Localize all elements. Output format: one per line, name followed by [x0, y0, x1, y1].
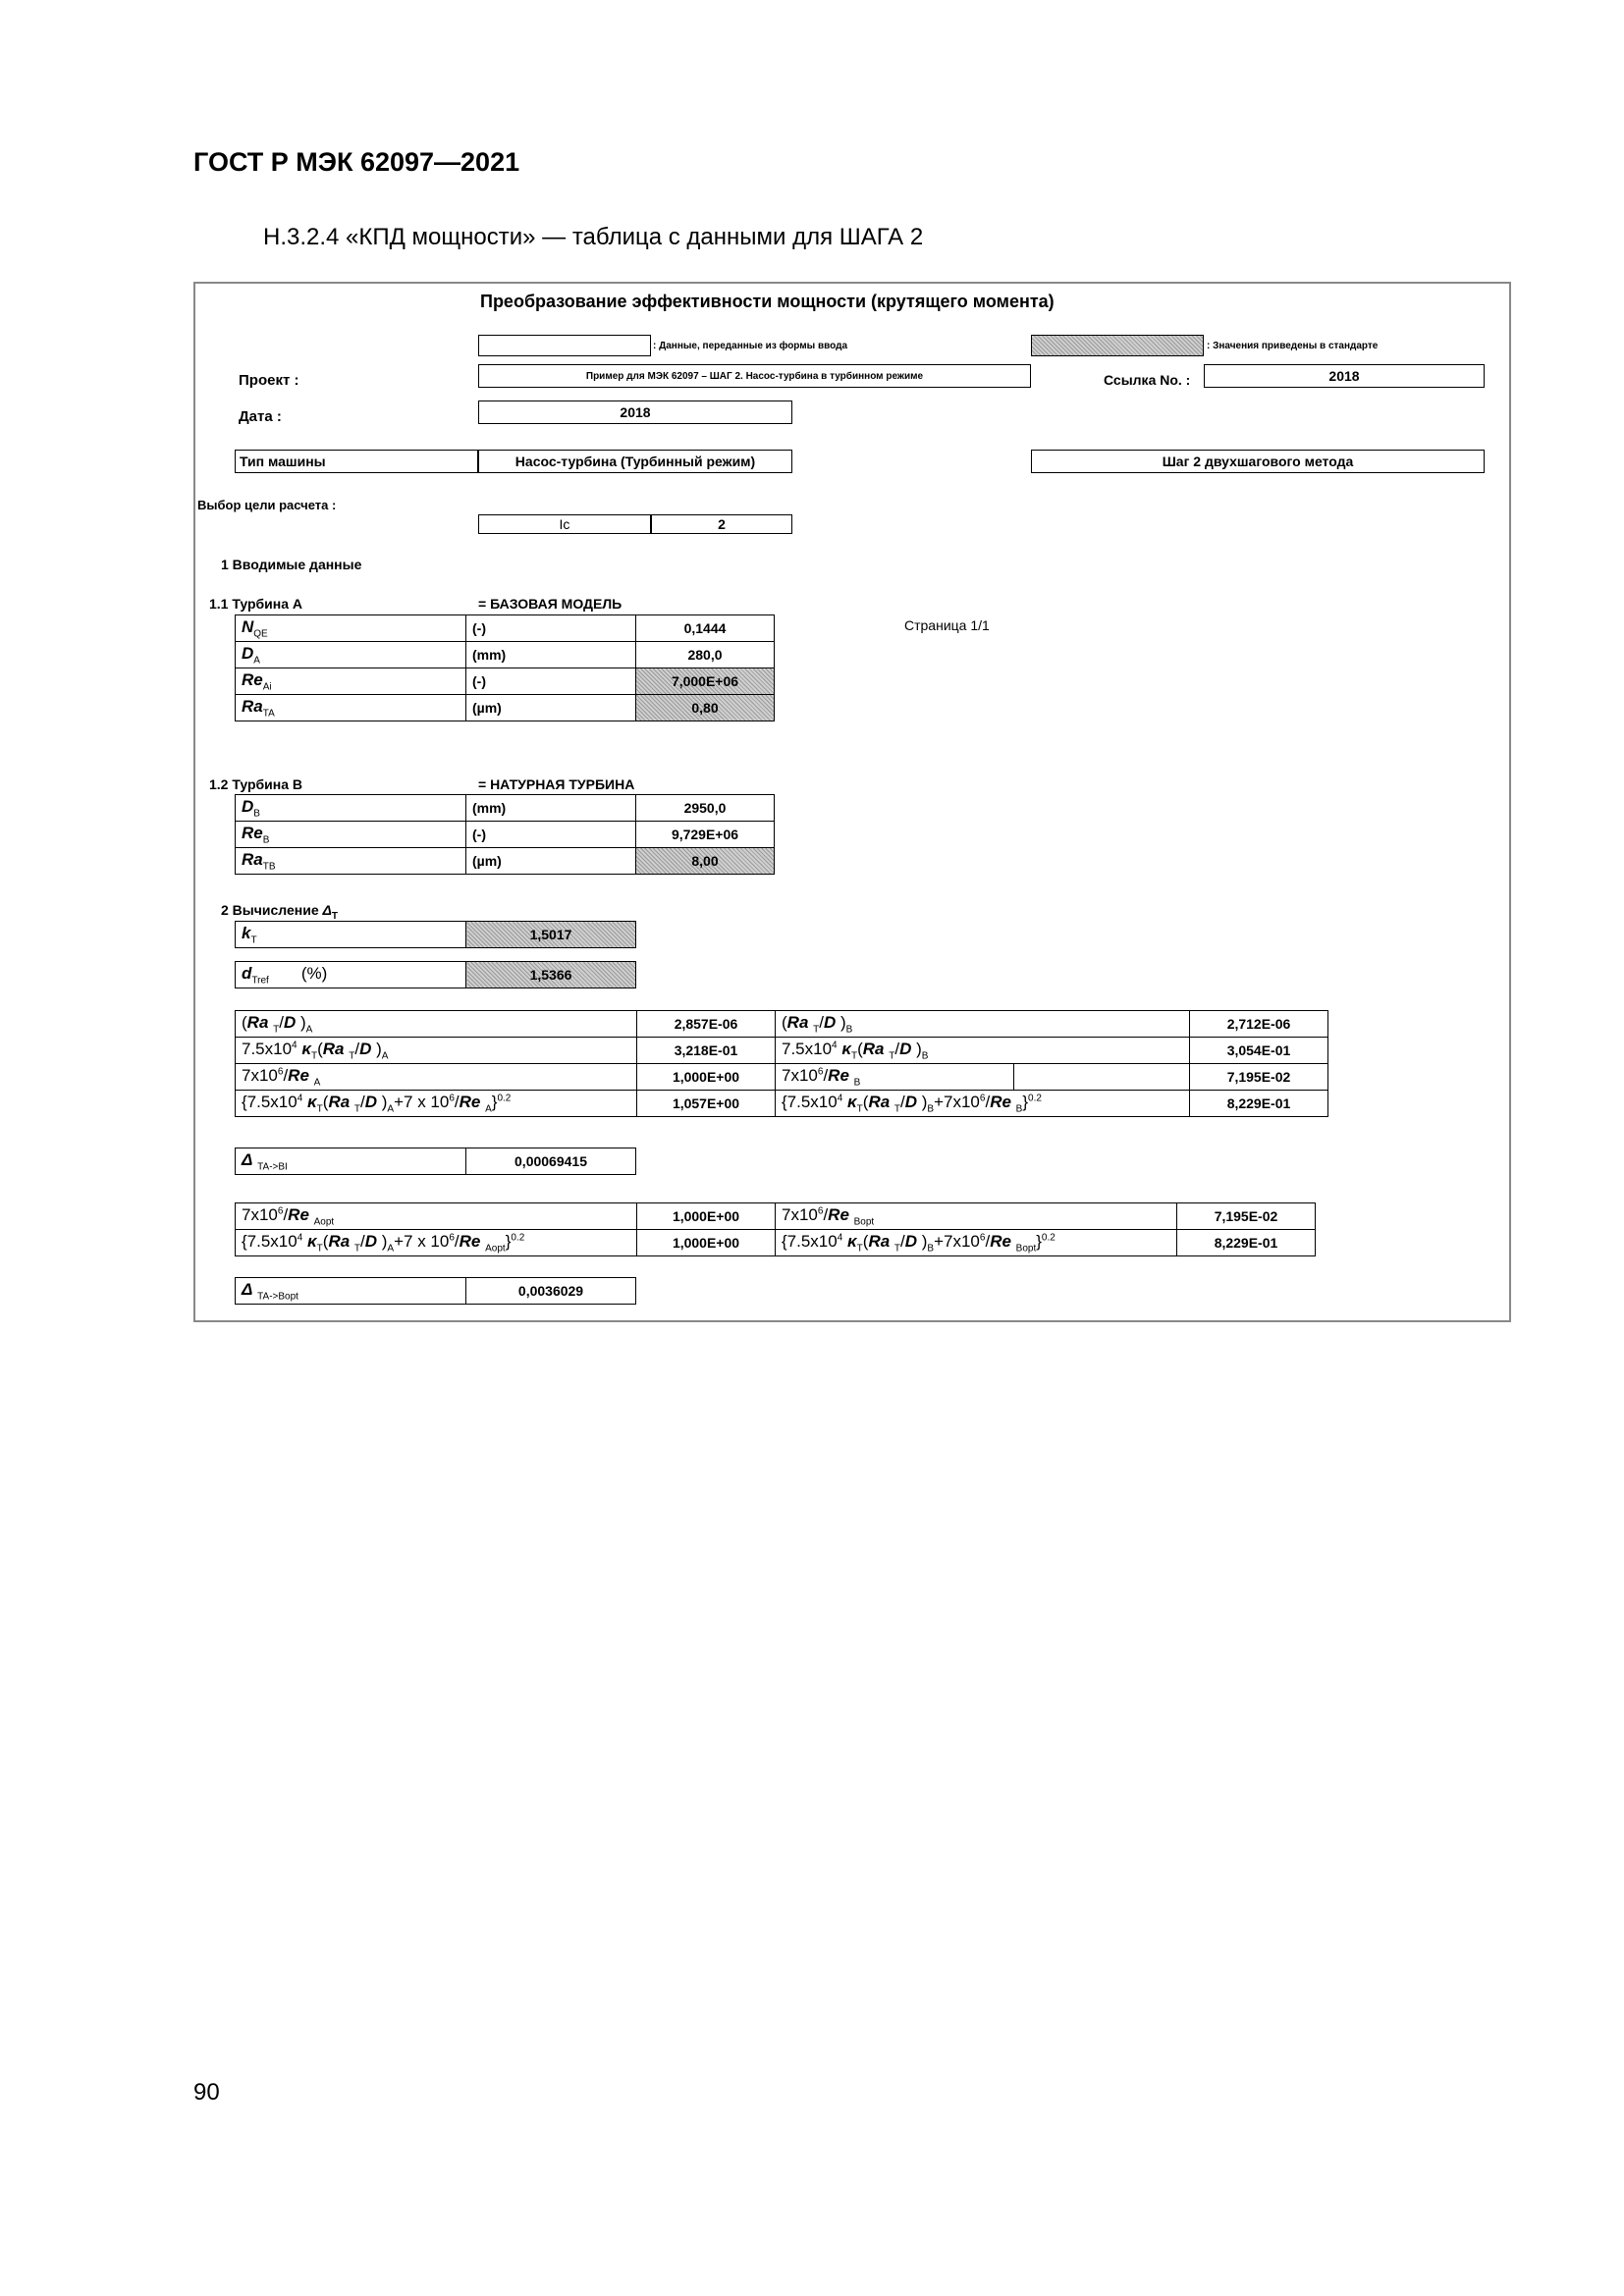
row-unit: (mm)	[466, 795, 636, 822]
calc-value: 8,229E-01	[1177, 1230, 1316, 1256]
calc-formula: $7x10^6/Re$ $_{Aopt}$	[236, 1203, 637, 1230]
row-symbol-sub: TB	[262, 861, 276, 873]
table-row: $d_{Tref}$ (%) 1,5366	[236, 962, 636, 988]
ref-label: Ссылка No. :	[1104, 372, 1191, 388]
calc-target-label: Выбор цели расчета :	[197, 498, 337, 512]
machine-type-field: Насос-турбина (Турбинный режим)	[478, 450, 792, 473]
dtref-table	[235, 961, 636, 988]
table-row: Δ $_{TA->BI}$ 0,00069415	[236, 1148, 636, 1175]
dtref-value: 1,5366	[466, 962, 636, 988]
kt-table	[235, 921, 636, 948]
table-row	[236, 695, 775, 721]
delta-bopt-value: 0,0036029	[466, 1278, 636, 1305]
row-value: 8,00	[636, 848, 775, 875]
delta-bi-value: 0,00069415	[466, 1148, 636, 1175]
table-row	[236, 1038, 1328, 1064]
dtref-unit: (%)	[300, 963, 328, 983]
row-symbol-sub: B	[262, 834, 270, 846]
calculation-sheet	[193, 282, 1511, 1322]
calc-table-2	[235, 1202, 1316, 1256]
row-symbol: N	[242, 616, 254, 636]
page-watermark: Страница 1/1	[904, 617, 990, 633]
kt-value: 1,5017	[466, 922, 636, 948]
row-symbol: Re	[242, 823, 263, 842]
date-label: Дата :	[239, 408, 282, 425]
row-symbol: Ra	[242, 696, 263, 716]
row-value: 280,0	[636, 642, 775, 668]
calc-formula: {$7.5x10^4$ $\kappa_T(Ra$ $_T$/D )$_A+7$ x $10^6/Re$ $_A$}$^{0.2}$	[236, 1091, 637, 1117]
row-value: 0,80	[636, 695, 775, 721]
step-field: Шаг 2 двухшагового метода	[1031, 450, 1485, 473]
calc-value: 8,229E-01	[1190, 1091, 1328, 1117]
table-row	[236, 1091, 1328, 1117]
legend-input-swatch	[478, 335, 651, 356]
table-row	[236, 642, 775, 668]
section-calculation-text: 2 Вычисление	[221, 902, 319, 918]
row-symbol: Re	[242, 669, 263, 689]
table-row	[236, 1230, 1316, 1256]
calc-formula: (Ra $_T$/D )$_A$	[236, 1011, 637, 1038]
calc-value: 1,000E+00	[637, 1203, 776, 1230]
ref-field: 2018	[1204, 364, 1485, 388]
row-symbol-sub: QE	[253, 628, 268, 640]
calc-value: 7,195E-02	[1177, 1203, 1316, 1230]
row-value: 0,1444	[636, 615, 775, 642]
row-value: 9,729E+06	[636, 822, 775, 848]
calc-formula: $7x10^6/Re$ $_{Bopt}$	[776, 1203, 1177, 1230]
calc-formula: {$7.5x10^4$ $\kappa_T(Ra$ $_T$/D )$_A+7$ x $10^6/Re$ $_{Aopt}$}$^{0.2}$	[236, 1230, 637, 1256]
table-row: Δ $_{TA->Bopt}$ 0,0036029	[236, 1278, 636, 1305]
table-row: $k_T$ 1,5017	[236, 922, 636, 948]
row-unit: (-)	[466, 615, 636, 642]
section-calculation: 2 Вычисление $\Delta_T$	[221, 902, 339, 922]
legend-standard-text: : Значения приведены в стандарте	[1207, 341, 1379, 351]
project-label: Проект :	[239, 372, 299, 389]
row-unit: (mm)	[466, 642, 636, 668]
sheet-title: Преобразование эффективности мощности (крутящего момента)	[480, 292, 1055, 311]
turbine-a-label: 1.1 Турбина А	[209, 596, 303, 612]
turbine-a-table	[235, 614, 775, 721]
calc-formula: $7x10^6/Re$ $_B$	[776, 1064, 1014, 1091]
calc-value: 7,195E-02	[1190, 1064, 1328, 1091]
table-row	[236, 848, 775, 875]
row-value: 2950,0	[636, 795, 775, 822]
row-symbol-sub: TA	[262, 708, 275, 720]
row-symbol: D	[242, 643, 254, 663]
machine-type-label: Тип машины	[235, 450, 478, 473]
document-header: ГОСТ Р МЭК 62097—2021	[193, 147, 520, 177]
turbine-a-model: = БАЗОВАЯ МОДЕЛЬ	[478, 596, 623, 612]
calc-formula: $7.5x10^4$ $\kappa_T(Ra$ $_T$/D )$_B$	[776, 1038, 1190, 1064]
table-row	[236, 1203, 1316, 1230]
calc-formula: $7.5x10^4$ $\kappa_T(Ra$ $_T$/D )$_A$	[236, 1038, 637, 1064]
row-unit: (µm)	[466, 848, 636, 875]
turbine-b-table	[235, 794, 775, 875]
page-number: 90	[193, 2079, 220, 2106]
calc-formula: {$7.5x10^4$ $\kappa_T(Ra$ $_T$/D )$_B+7x10^6/Re$ $_{Bopt}$}$^{0.2}$	[776, 1230, 1177, 1256]
legend-input-text: : Данные, переданные из формы ввода	[653, 341, 848, 351]
calc-value: 3,054E-01	[1190, 1038, 1328, 1064]
row-value: 7,000E+06	[636, 668, 775, 695]
table-row	[236, 1011, 1328, 1038]
calc-value: 1,000E+00	[637, 1064, 776, 1091]
calc-value: 2,857E-06	[637, 1011, 776, 1038]
section-input-data: 1 Вводимые данные	[221, 557, 362, 572]
row-symbol-sub: B	[253, 808, 260, 820]
calc-formula: $7x10^6/Re$ $_A$	[236, 1064, 637, 1091]
row-unit: (µm)	[466, 695, 636, 721]
calc-formula: (Ra $_T$/D )$_B$	[776, 1011, 1190, 1038]
table-row	[236, 822, 775, 848]
delta-bi-table	[235, 1148, 636, 1175]
row-unit: (-)	[466, 822, 636, 848]
row-symbol: D	[242, 796, 254, 816]
calc-target-code: Ic	[478, 514, 651, 534]
calc-formula: {$7.5x10^4$ $\kappa_T(Ra$ $_T$/D )$_B+7x10^6/Re$ $_B$}$^{0.2}$	[776, 1091, 1190, 1117]
project-field: Пример для МЭК 62097 – ШАГ 2. Насос-турбина в турбинном режиме	[478, 364, 1031, 388]
row-symbol-sub: Ai	[262, 681, 272, 693]
calc-value: 3,218E-01	[637, 1038, 776, 1064]
row-unit: (-)	[466, 668, 636, 695]
table-caption: H.3.2.4 «КПД мощности» — таблица с данными для ШАГА 2	[263, 224, 924, 250]
calc-target-value: 2	[651, 514, 792, 534]
turbine-b-label: 1.2 Турбина В	[209, 776, 303, 792]
row-symbol-sub: A	[253, 655, 260, 667]
calc-value: 1,057E+00	[637, 1091, 776, 1117]
delta-bopt-table	[235, 1277, 636, 1305]
table-row	[236, 615, 775, 642]
calc-value: 1,000E+00	[637, 1230, 776, 1256]
legend-standard-swatch	[1031, 335, 1204, 356]
turbine-b-model: = НАТУРНАЯ ТУРБИНА	[478, 776, 635, 792]
table-row	[236, 668, 775, 695]
calc-table	[235, 1010, 1328, 1117]
date-field: 2018	[478, 400, 792, 424]
row-symbol: Ra	[242, 849, 263, 869]
table-row	[236, 1064, 1328, 1091]
calc-value: 2,712E-06	[1190, 1011, 1328, 1038]
table-row	[236, 795, 775, 822]
